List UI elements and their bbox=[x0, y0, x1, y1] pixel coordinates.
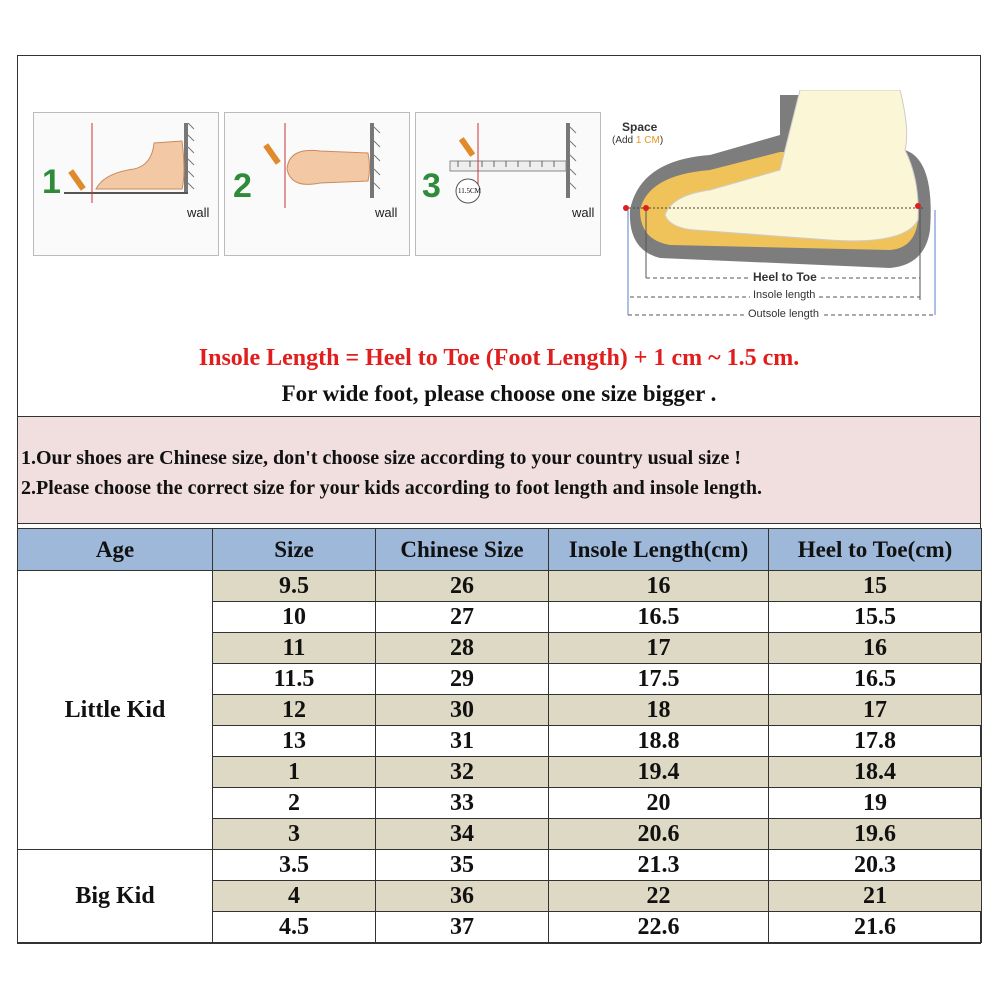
header-chinese-size: Chinese Size bbox=[376, 529, 549, 571]
heel-to-toe-cell: 19.6 bbox=[769, 819, 982, 850]
heel-to-toe-cell: 15.5 bbox=[769, 602, 982, 633]
size-cell: 4 bbox=[213, 881, 376, 912]
insole-length-cell: 17.5 bbox=[549, 664, 769, 695]
heel-to-toe-cell: 18.4 bbox=[769, 757, 982, 788]
space-title: Space bbox=[622, 120, 658, 134]
step-3-panel bbox=[415, 112, 601, 256]
size-notes bbox=[18, 416, 980, 524]
foot-side-illustration bbox=[34, 113, 220, 257]
wall-label: wall bbox=[572, 205, 595, 220]
wall-label: wall bbox=[375, 205, 398, 220]
insole-length-cell: 21.3 bbox=[549, 850, 769, 881]
age-group-cell: Big Kid bbox=[18, 850, 213, 943]
header-heel-to-toe: Heel to Toe(cm) bbox=[769, 529, 982, 571]
heel-to-toe-cell: 15 bbox=[769, 571, 982, 602]
insole-length-cell: 19.4 bbox=[549, 757, 769, 788]
insole-length-cell: 22 bbox=[549, 881, 769, 912]
size-cell: 3.5 bbox=[213, 850, 376, 881]
heel-to-toe-cell: 21 bbox=[769, 881, 982, 912]
heel-to-toe-cell: 16 bbox=[769, 633, 982, 664]
insole-length-cell: 20 bbox=[549, 788, 769, 819]
step-number: 1 bbox=[42, 163, 61, 201]
step-1-panel bbox=[33, 112, 219, 256]
age-group-cell: Little Kid bbox=[18, 571, 213, 850]
outsole-length-label: Outsole length bbox=[745, 308, 822, 320]
step-2-panel bbox=[224, 112, 410, 256]
chinese-size-cell: 37 bbox=[376, 912, 549, 943]
size-cell: 4.5 bbox=[213, 912, 376, 943]
table-header-row bbox=[18, 529, 982, 571]
size-cell: 10 bbox=[213, 602, 376, 633]
insole-diagram bbox=[600, 90, 945, 335]
insole-length-cell: 22.6 bbox=[549, 912, 769, 943]
chinese-size-cell: 31 bbox=[376, 726, 549, 757]
chinese-size-cell: 34 bbox=[376, 819, 549, 850]
foot-top-illustration bbox=[225, 113, 411, 257]
insole-length-cell: 17 bbox=[549, 633, 769, 664]
heel-to-toe-label: Heel to Toe bbox=[750, 270, 820, 284]
heel-to-toe-cell: 17.8 bbox=[769, 726, 982, 757]
chinese-size-cell: 36 bbox=[376, 881, 549, 912]
ruler-value: 11.5CM bbox=[458, 187, 481, 195]
chinese-size-cell: 33 bbox=[376, 788, 549, 819]
size-cell: 12 bbox=[213, 695, 376, 726]
chinese-size-cell: 29 bbox=[376, 664, 549, 695]
heel-to-toe-cell: 17 bbox=[769, 695, 982, 726]
insole-length-cell: 18 bbox=[549, 695, 769, 726]
ruler-illustration bbox=[416, 113, 606, 257]
insole-formula: Insole Length = Heel to Toe (Foot Length) + 1 cm ~ 1.5 cm. bbox=[198, 345, 800, 371]
size-cell: 13 bbox=[213, 726, 376, 757]
chinese-size-cell: 26 bbox=[376, 571, 549, 602]
insole-length-cell: 16 bbox=[549, 571, 769, 602]
heel-to-toe-cell: 20.3 bbox=[769, 850, 982, 881]
step-number: 2 bbox=[233, 167, 252, 205]
size-cell: 11 bbox=[213, 633, 376, 664]
chinese-size-cell: 27 bbox=[376, 602, 549, 633]
insole-length-cell: 20.6 bbox=[549, 819, 769, 850]
wide-foot-note: For wide foot, please choose one size bigger . bbox=[281, 381, 717, 406]
size-cell: 2 bbox=[213, 788, 376, 819]
header-age: Age bbox=[18, 529, 213, 571]
chinese-size-cell: 32 bbox=[376, 757, 549, 788]
note-2: 2.Please choose the correct size for your kids according to foot length and insole length. bbox=[21, 477, 763, 499]
size-cell: 3 bbox=[213, 819, 376, 850]
table-row bbox=[18, 571, 982, 602]
wall-label: wall bbox=[187, 205, 210, 220]
insole-length-label: Insole length bbox=[750, 289, 818, 301]
space-subtitle: (Add 1 CM) bbox=[612, 135, 664, 146]
size-table bbox=[17, 528, 982, 943]
size-cell: 1 bbox=[213, 757, 376, 788]
chinese-size-cell: 28 bbox=[376, 633, 549, 664]
size-cell: 9.5 bbox=[213, 571, 376, 602]
step-number: 3 bbox=[422, 167, 441, 205]
heel-to-toe-cell: 16.5 bbox=[769, 664, 982, 695]
heel-to-toe-cell: 19 bbox=[769, 788, 982, 819]
insole-length-cell: 18.8 bbox=[549, 726, 769, 757]
insole-length-cell: 16.5 bbox=[549, 602, 769, 633]
header-insole-length: Insole Length(cm) bbox=[549, 529, 769, 571]
size-cell: 11.5 bbox=[213, 664, 376, 695]
note-1: 1.Our shoes are Chinese size, don't choose size according to your country usual size ! bbox=[21, 447, 741, 469]
heel-to-toe-cell: 21.6 bbox=[769, 912, 982, 943]
chinese-size-cell: 30 bbox=[376, 695, 549, 726]
header-size: Size bbox=[213, 529, 376, 571]
table-row bbox=[18, 850, 982, 881]
chinese-size-cell: 35 bbox=[376, 850, 549, 881]
